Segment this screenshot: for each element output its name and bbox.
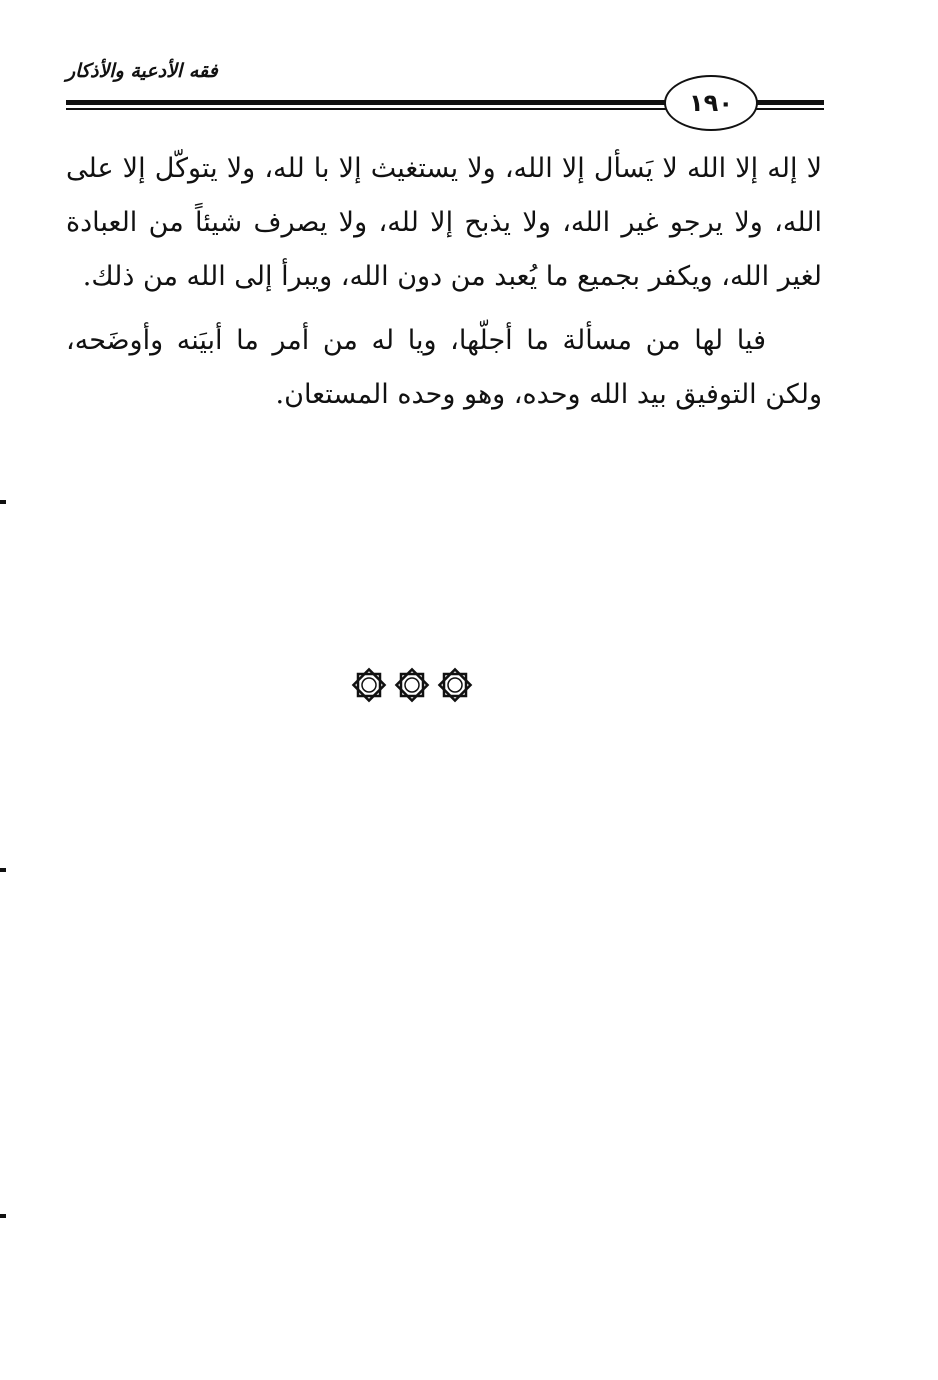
eight-point-star-icon: [350, 666, 388, 704]
running-header-title: فقه الأدعية والأذكار: [66, 60, 218, 82]
scan-edge-mark: [0, 868, 6, 872]
scan-edge-mark: [0, 500, 6, 504]
eight-point-star-icon: [436, 666, 474, 704]
scan-edge-mark: [0, 1214, 6, 1218]
section-ornament: [350, 666, 474, 706]
main-text: [66, 142, 822, 422]
page-number: ١٩٠: [689, 89, 733, 117]
paragraph-1: لا إله إلا الله لا يَسأل إلا الله، ولا يستغيث إلا با لله، ولا يتوكّل إلا على الله، ولا يرجو غير الله، ولا يذبح إلا لله، ولا يصرف شيئاً من العبادة لغير الله، ويكفر بجميع ما يُعبد من دون الله، ويبرأ إلى الله من ذلك.: [66, 153, 822, 292]
paragraph-2: فيا لها من مسألة ما أجلّها، ويا له من أمر ما أبيَنه وأوضَحه، ولكن التوفيق بيد الله وحده، وهو وحده المستعان.: [66, 325, 822, 410]
eight-point-star-icon: [393, 666, 431, 704]
page-number-badge: [664, 75, 758, 131]
